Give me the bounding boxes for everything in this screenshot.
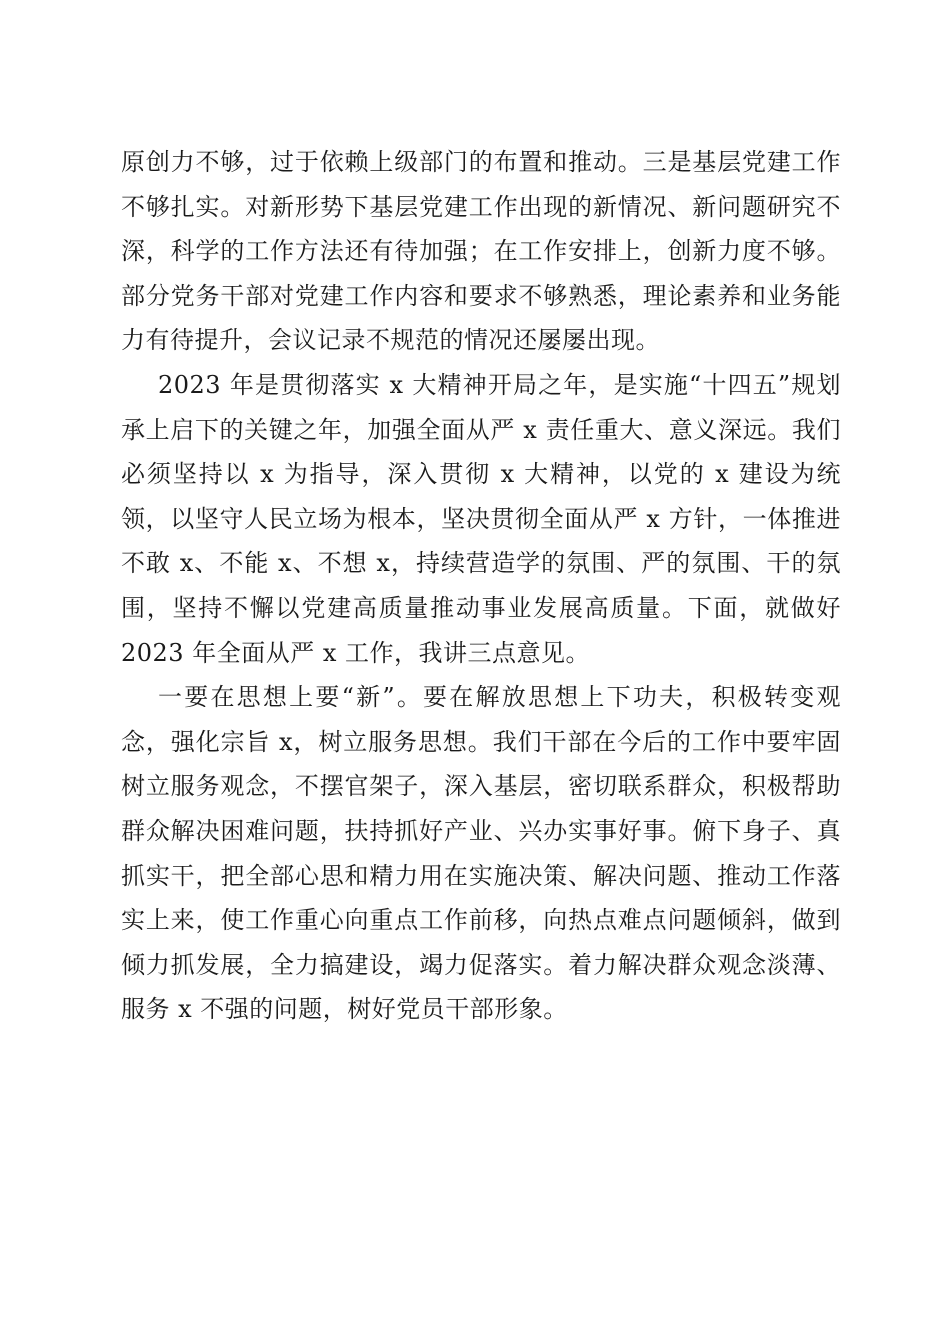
paragraph-2023-overview: 2023 年是贯彻落实 x 大精神开局之年，是实施“十四五”规划承上启下的关键之年，加强全面从严 x 责任重大、意义深远。我们必须坚持以 x 为指导，深入贯彻 x 大精神，以党的 x 建设为统领，以坚守人民立场为根本，坚决贯彻全面从严 x 方针，一体推进不敢 x、不能 x、不想 x，持续营造学的氛围、严的氛围、干的氛围，坚持不懈以党建高质量推动事业发展高质量。下面，就做好 2023 年全面从严 x 工作，我讲三点意见。 bbox=[121, 370, 841, 667]
paragraph-point-one: 一要在思想上要“新”。要在解放思想上下功夫，积极转变观念，强化宗旨 x，树立服务思想。我们干部在今后的工作中要牢固树立服务观念，不摆官架子，深入基层，密切联系群众，积极帮助群众解决困难问题，扶持抓好产业、兴办实事好事。俯下身子、真抓实干，把全部心思和精力用在实施决策、解决问题、推动工作落实上来，使工作重心向重点工作前移，向热点难点问题倾斜，做到倾力抓发展，全力搞建设，竭力促落实。着力解决群众观念淡薄、服务 x 不强的问题，树好党员干部形象。 bbox=[121, 683, 841, 1024]
document-body bbox=[121, 140, 841, 1032]
paragraph-continued: 原创力不够，过于依赖上级部门的布置和推动。三是基层党建工作不够扎实。对新形势下基层党建工作出现的新情况、新问题研究不深，科学的工作方法还有待加强；在工作安排上，创新力度不够。部分党务干部对党建工作内容和要求不够熟悉，理论素养和业务能力有待提升，会议记录不规范的情况还屡屡出现。 bbox=[121, 148, 841, 355]
